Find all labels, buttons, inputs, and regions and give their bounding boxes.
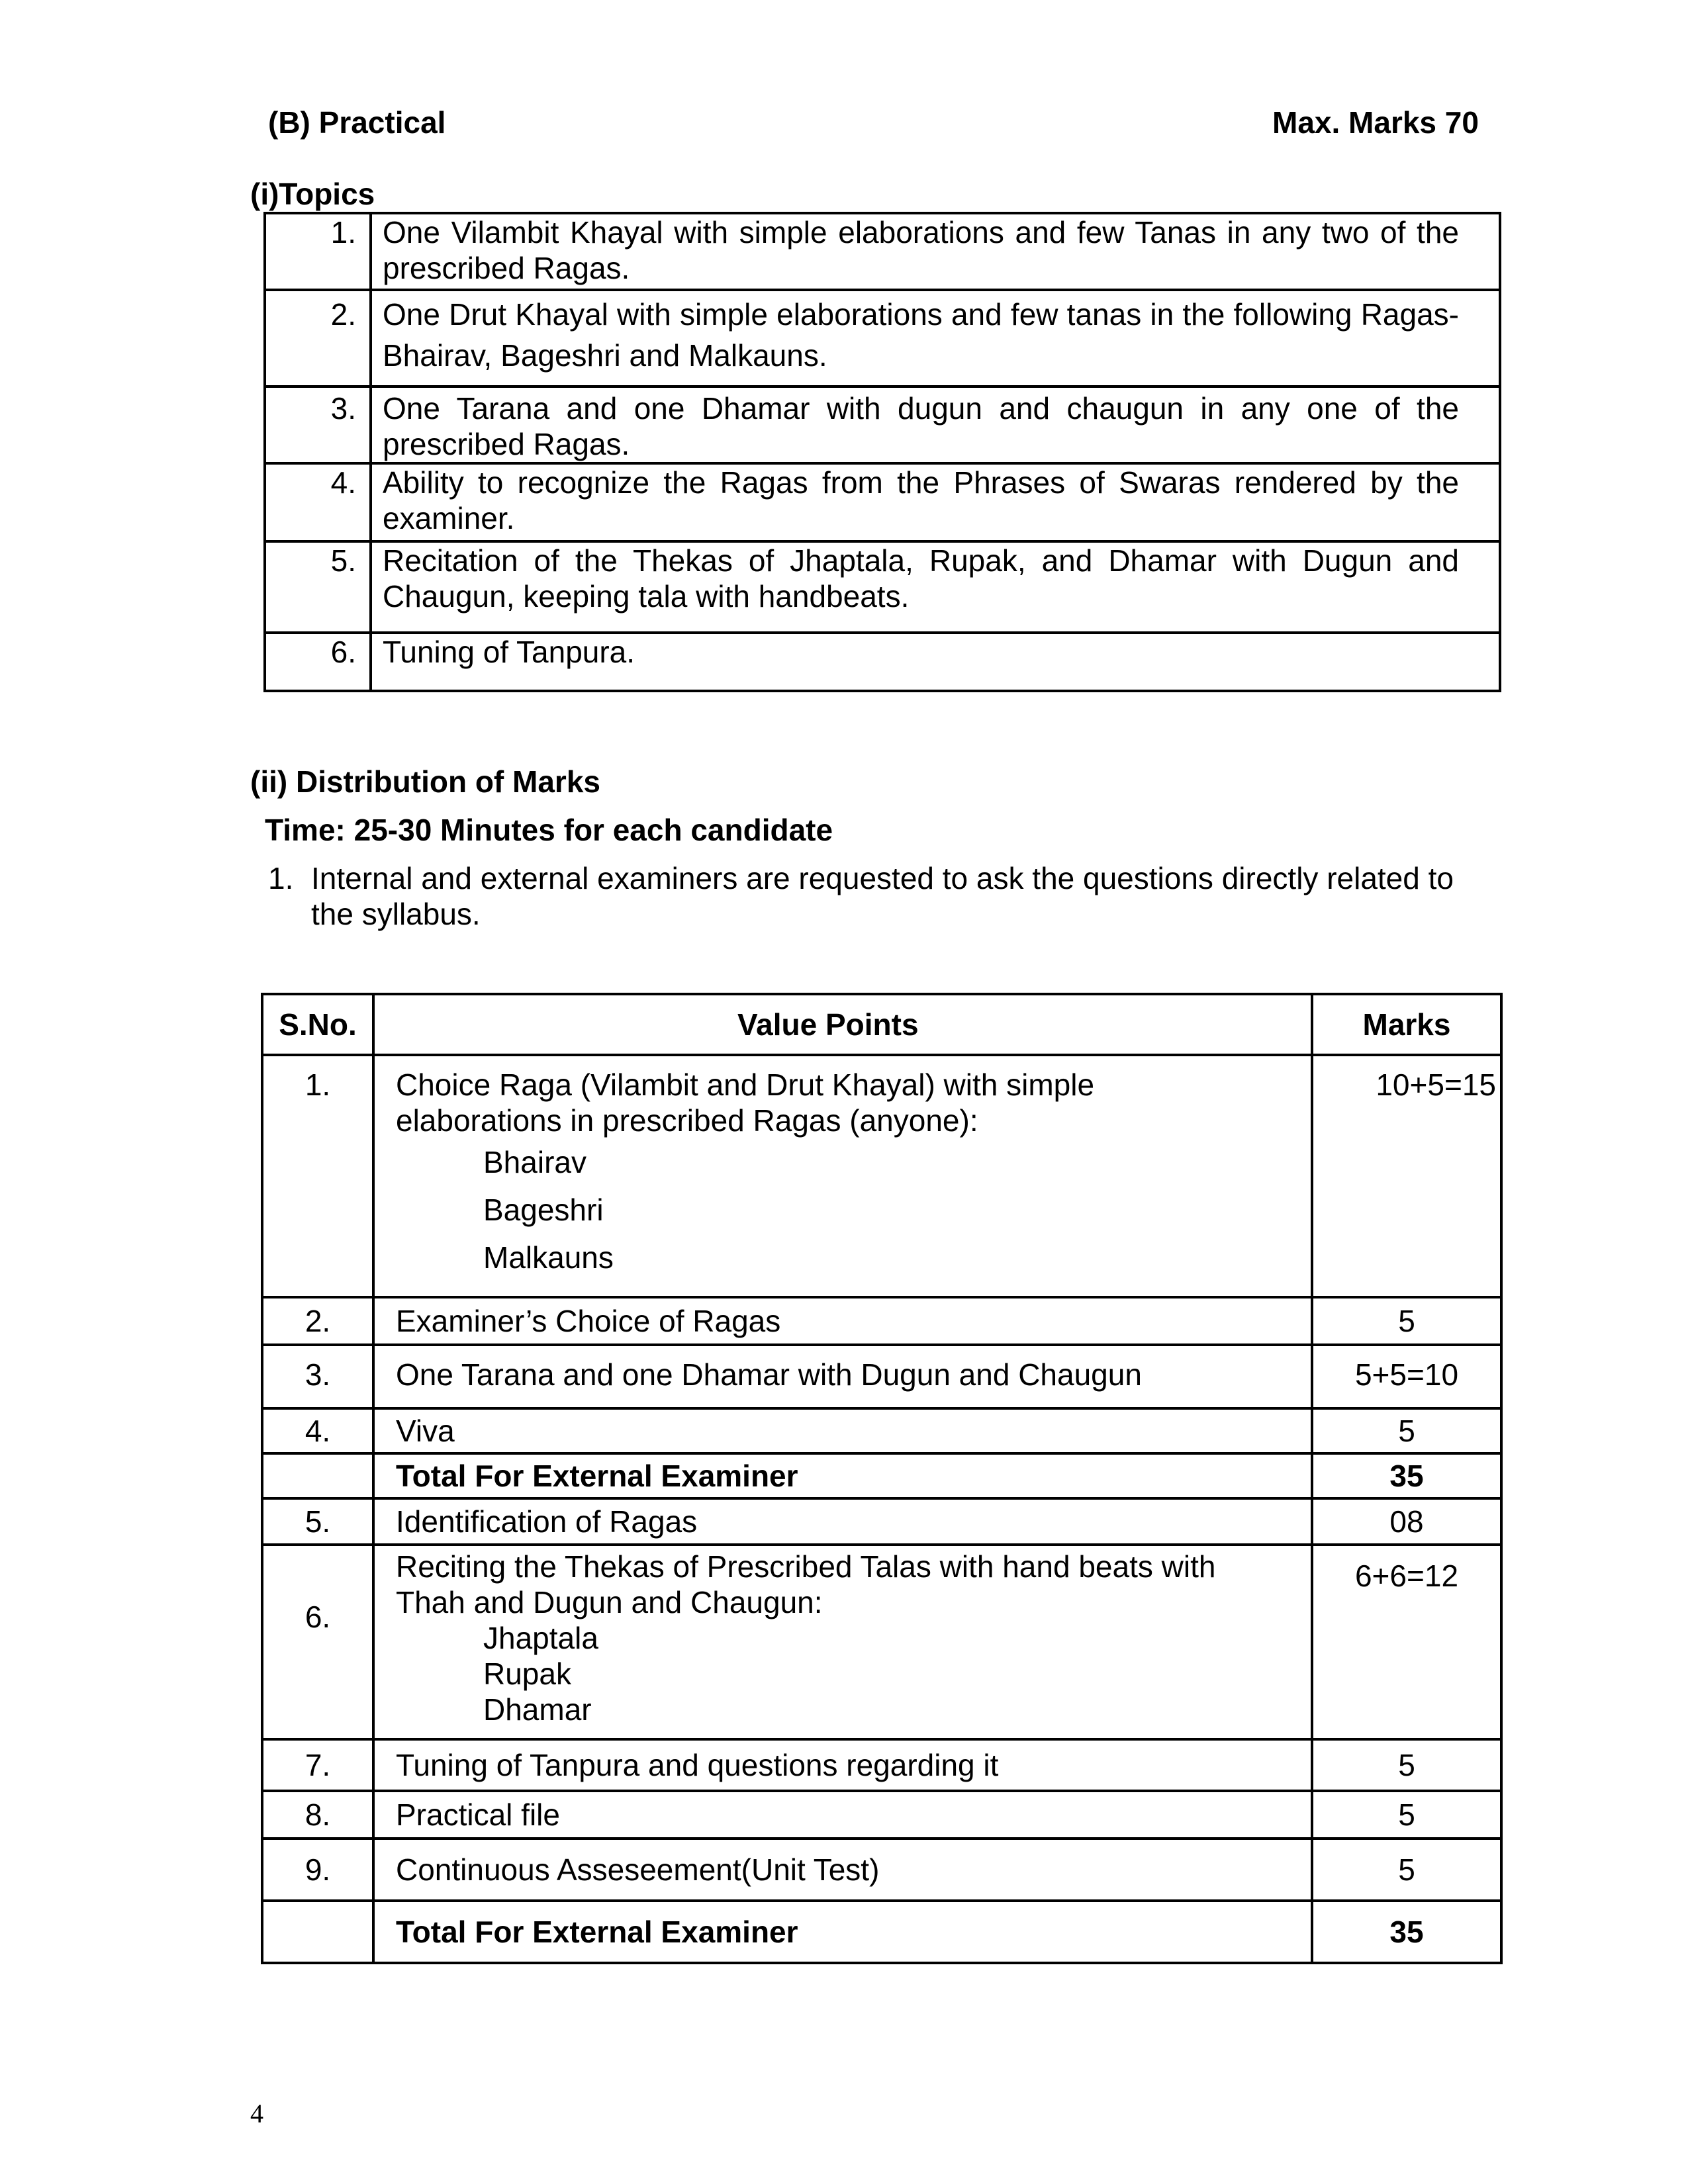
row-value-line: Thah and Dugun and Chaugun:	[396, 1585, 823, 1619]
row-value: Examiner’s Choice of Ragas	[373, 1297, 1312, 1345]
table-row	[262, 1297, 1501, 1345]
row-marks: 35	[1312, 1901, 1501, 1963]
row-value: Tuning of Tanpura and questions regarding it	[373, 1739, 1312, 1791]
topics-heading: (i)Topics	[250, 177, 375, 211]
topic-text: One Drut Khayal with simple elaborations and few tanas in the following Ragas-Bhairav, Bageshri and Malkauns.	[371, 290, 1500, 387]
header-marks: Marks	[1312, 994, 1501, 1055]
note-text-line1: Internal and external examiners are requested to ask the questions directly related to	[311, 861, 1454, 895]
row-sno: 8.	[262, 1791, 373, 1839]
topic-number: 5.	[265, 541, 371, 633]
row-sno: 4.	[262, 1408, 373, 1453]
row-value: One Tarana and one Dhamar with Dugun and Chaugun	[373, 1345, 1312, 1408]
row-sno: 9.	[262, 1839, 373, 1901]
table-row	[262, 1345, 1501, 1408]
topic-row	[265, 213, 1500, 290]
row-marks: 5	[1312, 1791, 1501, 1839]
raga-item: Malkauns	[483, 1240, 614, 1275]
topic-number: 1.	[265, 213, 371, 290]
topic-number: 6.	[265, 633, 371, 691]
topic-row	[265, 541, 1500, 633]
subtotal-row	[262, 1453, 1501, 1498]
row-value: Continuous Asseseement(Unit Test)	[373, 1839, 1312, 1901]
marks-table-header	[262, 994, 1501, 1055]
topic-text: One Tarana and one Dhamar with dugun and chaugun in any one of the prescribed Ragas.	[371, 387, 1500, 463]
row-marks: 5	[1312, 1739, 1501, 1791]
topic-row	[265, 463, 1500, 541]
distribution-heading: (ii) Distribution of Marks	[250, 764, 600, 799]
table-row	[262, 1739, 1501, 1791]
topic-row	[265, 290, 1500, 387]
topic-row	[265, 633, 1500, 691]
row-sno: 7.	[262, 1739, 373, 1791]
row-value: Total For External Examiner	[373, 1453, 1312, 1498]
topic-number: 3.	[265, 387, 371, 463]
row-sno: 1.	[262, 1055, 373, 1297]
table-row	[262, 1545, 1501, 1739]
row-value: Total For External Examiner	[373, 1901, 1312, 1963]
row-marks: 35	[1312, 1453, 1501, 1498]
row-marks: 08	[1312, 1498, 1501, 1545]
time-line: Time: 25-30 Minutes for each candidate	[265, 813, 833, 847]
row-marks: 5	[1312, 1839, 1501, 1901]
row-value	[373, 1055, 1312, 1297]
topic-number: 4.	[265, 463, 371, 541]
row-value: Practical file	[373, 1791, 1312, 1839]
row-sno: 5.	[262, 1498, 373, 1545]
raga-item: Bageshri	[483, 1193, 604, 1227]
tala-item: Rupak	[483, 1657, 571, 1691]
row-marks: 5+5=10	[1312, 1345, 1501, 1408]
topic-text: Recitation of the Thekas of Jhaptala, Rupak, and Dhamar with Dugun and Chaugun, keeping tala with handbeats.	[371, 541, 1500, 633]
note-number: 1.	[268, 861, 294, 895]
row-marks: 5	[1312, 1408, 1501, 1453]
raga-item: Bhairav	[483, 1145, 586, 1179]
topic-row	[265, 387, 1500, 463]
row-value: Identification of Ragas	[373, 1498, 1312, 1545]
page-number: 4	[250, 2099, 263, 2128]
row-value	[373, 1545, 1312, 1739]
tala-item: Jhaptala	[483, 1621, 598, 1655]
topics-table	[263, 212, 1501, 692]
topic-number: 2.	[265, 290, 371, 387]
table-row	[262, 1055, 1501, 1297]
row-sno	[262, 1453, 373, 1498]
table-row	[262, 1498, 1501, 1545]
row-sno: 3.	[262, 1345, 373, 1408]
row-sno: 6.	[262, 1545, 373, 1739]
table-row	[262, 1408, 1501, 1453]
topic-text: Tuning of Tanpura.	[371, 633, 1500, 691]
row-sno: 2.	[262, 1297, 373, 1345]
section-heading: (B) Practical	[268, 105, 446, 140]
row-sno	[262, 1901, 373, 1963]
header-sno: S.No.	[262, 994, 373, 1055]
row-marks: 6+6=12	[1312, 1545, 1501, 1739]
row-value-line: Choice Raga (Vilambit and Drut Khayal) with simple	[396, 1068, 1095, 1102]
topic-text: One Vilambit Khayal with simple elaborations and few Tanas in any two of the prescribed Ragas.	[371, 213, 1500, 290]
header-value-points: Value Points	[373, 994, 1312, 1055]
tala-item: Dhamar	[483, 1692, 592, 1727]
total-row	[262, 1901, 1501, 1963]
row-marks: 10+5=15	[1312, 1055, 1501, 1297]
row-value-line: Reciting the Thekas of Prescribed Talas with hand beats with	[396, 1549, 1216, 1584]
row-marks: 5	[1312, 1297, 1501, 1345]
row-value: Viva	[373, 1408, 1312, 1453]
max-marks: Max. Marks 70	[1272, 105, 1479, 140]
row-value-line: elaborations in prescribed Ragas (anyone):	[396, 1103, 978, 1138]
table-row	[262, 1791, 1501, 1839]
note-text-line2: the syllabus.	[311, 897, 481, 931]
marks-table	[261, 993, 1503, 1964]
topic-text: Ability to recognize the Ragas from the Phrases of Swaras rendered by the examiner.	[371, 463, 1500, 541]
table-row	[262, 1839, 1501, 1901]
